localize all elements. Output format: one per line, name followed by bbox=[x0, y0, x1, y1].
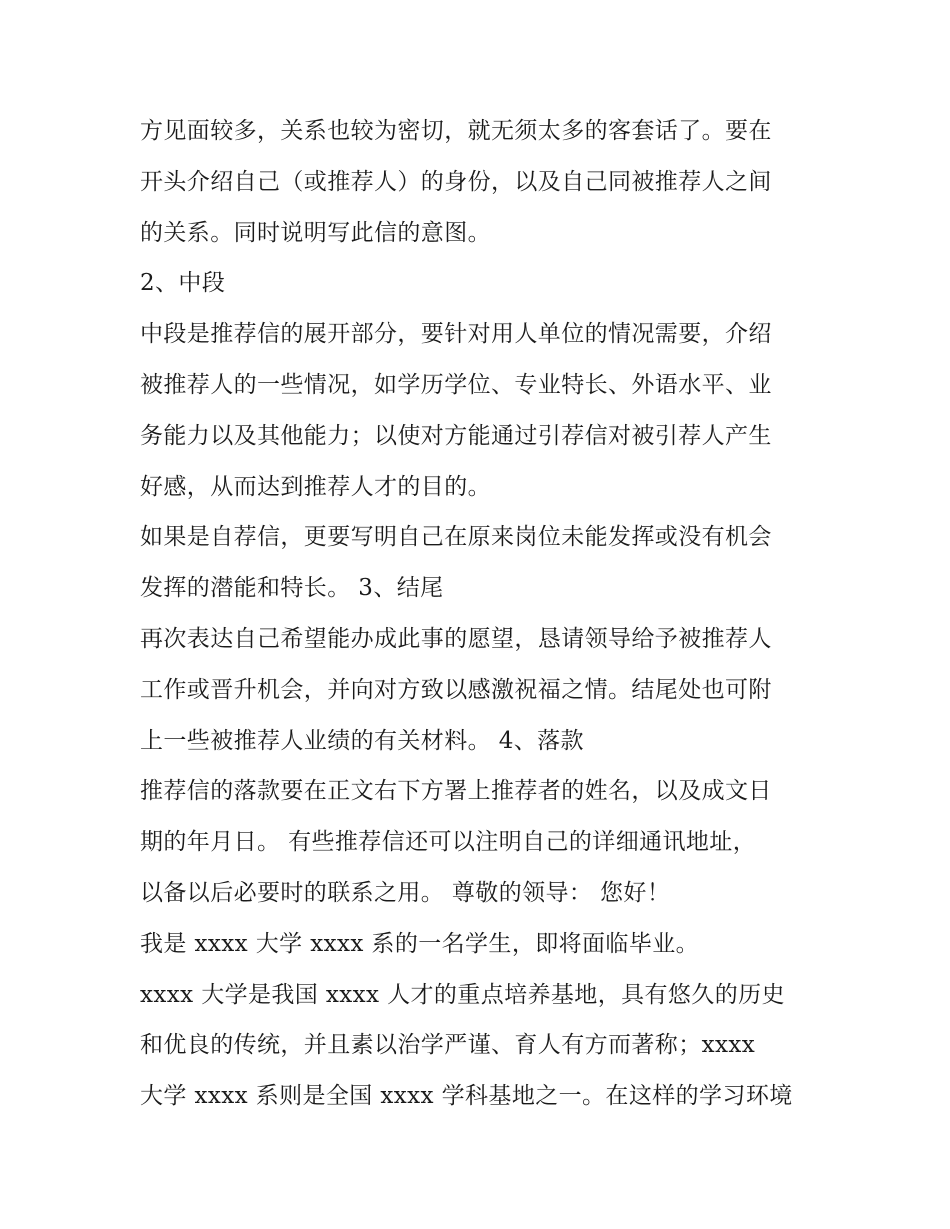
text-line: 推荐信的落款要在正文右下方署上推荐者的姓名，以及成文日 bbox=[140, 778, 772, 805]
text-line: 中段是推荐信的展开部分，要针对用人单位的情况需要，介绍 bbox=[140, 321, 772, 348]
text-line: 好感，从而达到推荐人才的目的。 bbox=[140, 473, 491, 500]
text-line: 大学 xxxx 系则是全国 xxxx 学科基地之一。在这样的学习环境 bbox=[140, 1083, 793, 1110]
text-line: 务能力以及其他能力；以使对方能通过引荐信对被引荐人产生 bbox=[140, 422, 772, 449]
text-line: 方见面较多，关系也较为密切，就无须太多的客套话了。要在 bbox=[140, 118, 772, 144]
text-line: 开头介绍自己（或推荐人）的身份，以及自己同被推荐人之间 bbox=[140, 168, 772, 195]
text-line: 再次表达自己希望能办成此事的愿望，恳请领导给予被推荐人 bbox=[140, 625, 772, 652]
text-line: 我是 xxxx 大学 xxxx 系的一名学生，即将面临毕业。 bbox=[140, 930, 700, 957]
text-line: 发挥的潜能和特长。 3、结尾 bbox=[140, 575, 444, 602]
text-line: 的关系。同时说明写此信的意图。 bbox=[140, 219, 491, 246]
text-line: 工作或晋升机会，并向对方致以感激祝福之情。结尾处也可附 bbox=[140, 676, 772, 703]
text-line: 和优良的传统，并且素以治学严谨、育人有方而著称；xxxx bbox=[140, 1032, 756, 1059]
text-line: 被推荐人的一些情况，如学历学位、专业特长、外语水平、业 bbox=[140, 371, 772, 398]
text-line: 上一些被推荐人业绩的有关材料。 4、落款 bbox=[140, 727, 584, 754]
text-line: 以备以后必要时的联系之用。 尊敬的领导： 您好！ bbox=[140, 879, 671, 906]
text-line: 期的年月日。 有些推荐信还可以注明自己的详细通讯地址， bbox=[140, 829, 757, 856]
text-line: xxxx 大学是我国 xxxx 人才的重点培养基地，具有悠久的历史 bbox=[140, 981, 785, 1008]
section-heading: 2、中段 bbox=[140, 270, 226, 297]
body-text bbox=[140, 106, 820, 1122]
text-line: 如果是自荐信，更要写明自己在原来岗位未能发挥或没有机会 bbox=[140, 524, 772, 551]
